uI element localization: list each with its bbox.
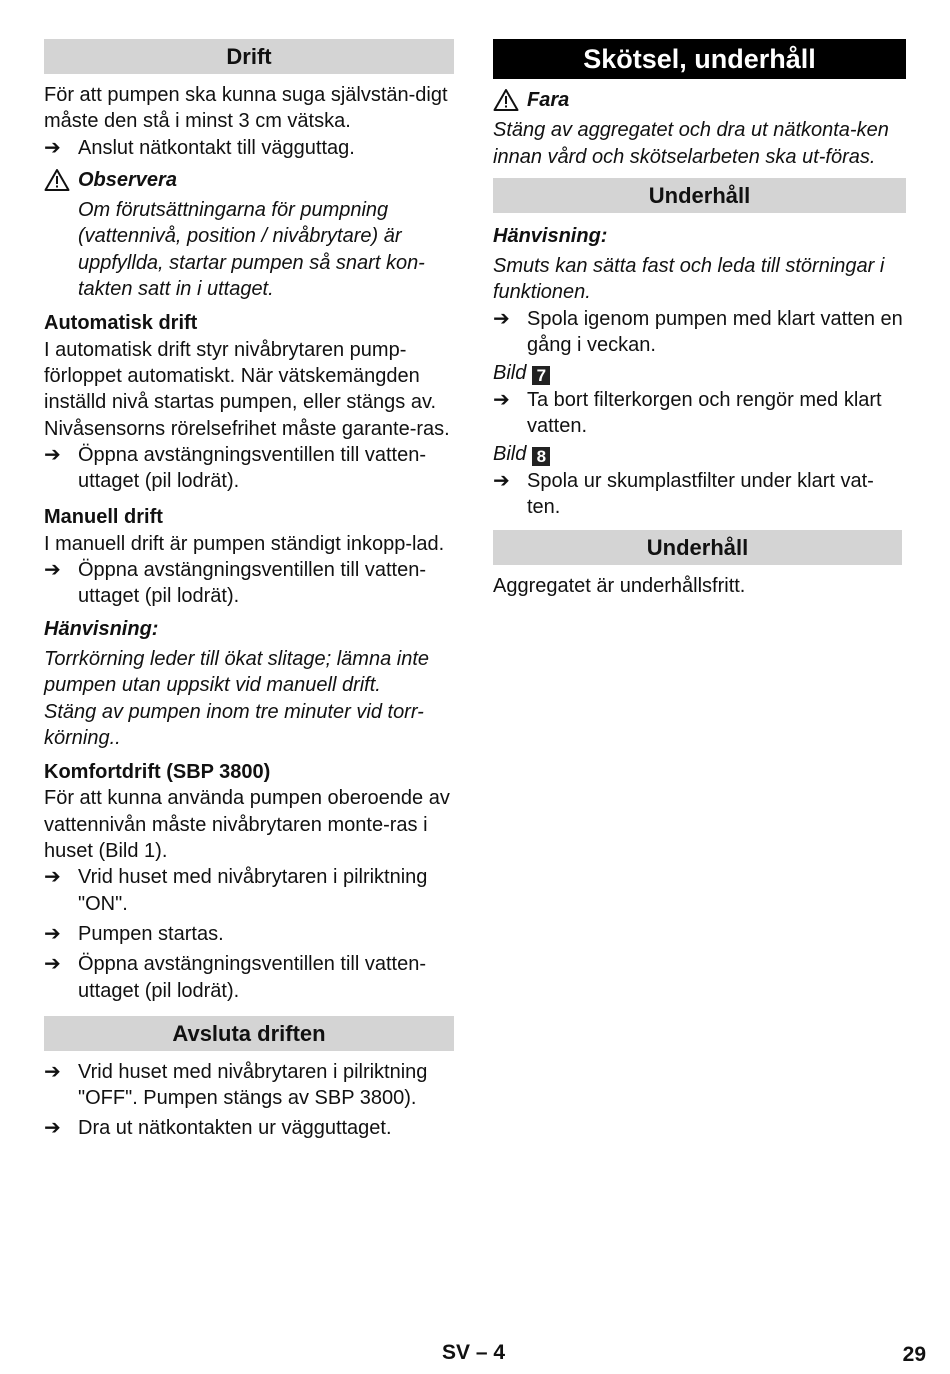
step-text: Öppna avstängningsventillen till vatten-uttaget (pil lodrät). (78, 443, 426, 493)
warning-text: Om förutsättningarna för pumpning (vattennivå, position / nivåbrytare) är uppfyllda, startar pumpen så snart kon-takten satt in i uttaget. (78, 199, 425, 301)
step-item (44, 864, 454, 917)
warning-label: Observera (78, 168, 177, 191)
arrow-right-icon: ➔ (44, 953, 61, 976)
arrow-right-icon: ➔ (44, 1117, 61, 1140)
footer-language: SV (442, 1341, 471, 1364)
comfort-text: För att kunna använda pumpen oberoende av vattennivån måste nivåbrytaren monte-ras i huset (Bild 1). (44, 787, 450, 863)
step-item (44, 442, 454, 495)
step-item (44, 135, 454, 161)
note-label: Hänvisning: (493, 224, 608, 247)
warning-block (44, 167, 454, 193)
section-heading-maintenance: Underhåll (493, 178, 906, 213)
footer-section-page: – 4 (475, 1341, 506, 1364)
note-label: Hänvisning: (44, 617, 159, 640)
figure-reference (493, 360, 906, 386)
step-text: Pumpen startas. (78, 922, 224, 945)
figure-number-badge: 7 (532, 366, 550, 385)
arrow-right-icon: ➔ (493, 388, 510, 411)
arrow-right-icon: ➔ (44, 443, 61, 466)
danger-label: Fara (527, 89, 570, 111)
step-item (493, 306, 906, 359)
subheading-comfort: Komfortdrift (SBP 3800) (44, 761, 271, 784)
step-item (44, 1115, 454, 1141)
step-text: Öppna avstängningsventillen till vatten-uttaget (pil lodrät). (78, 559, 426, 608)
section-heading-stop: Avsluta driften (44, 1016, 454, 1051)
step-text: Ta bort filterkorgen och rengör med klart vatten. (527, 388, 882, 437)
step-text: Vrid huset med nivåbrytaren i pilriktning "OFF". Pumpen stängs av SBP 3800). (78, 1060, 428, 1110)
footer-section-label (442, 1340, 505, 1366)
section-heading-care: Skötsel, underhåll (493, 39, 906, 79)
step-text: Öppna avstängningsventillen till vatten-uttaget (pil lodrät). (78, 953, 426, 1002)
arrow-right-icon: ➔ (493, 307, 510, 330)
figure-reference (493, 441, 906, 467)
drift-intro: För att pumpen ska kunna suga självstän-digt måste den stå i minst 3 cm vätska. (44, 84, 448, 133)
step-text: Spola ur skumplastfilter under klart vat-ten. (527, 469, 874, 518)
warning-triangle-icon (493, 88, 519, 112)
danger-text: Stäng av aggregatet och dra ut nätkonta-ken innan vård och skötselarbeten ska ut-föras. (493, 119, 889, 168)
warning-triangle-icon (44, 168, 70, 192)
subheading-manual: Manuell drift (44, 506, 163, 529)
note-text-2: Stäng av pumpen inom tre minuter vid torr-körning.. (44, 700, 424, 749)
step-text: Anslut nätkontakt till vägguttag. (78, 136, 355, 159)
step-item (44, 1059, 454, 1112)
danger-block (493, 87, 906, 113)
step-item (493, 387, 906, 440)
arrow-right-icon: ➔ (44, 866, 61, 889)
arrow-right-icon: ➔ (44, 559, 61, 582)
auto-text-2: Nivåsensorns rörelsefrihet måste garante-ras. (44, 417, 450, 440)
step-item (44, 921, 454, 947)
note-text: Smuts kan sätta fast och leda till störningar i funktionen. (493, 255, 885, 304)
figure-number-badge: 8 (532, 447, 550, 466)
figure-label: Bild (493, 443, 527, 466)
maintenance-free-text: Aggregatet är underhållsfritt. (493, 575, 746, 598)
arrow-right-icon: ➔ (493, 469, 510, 492)
arrow-right-icon: ➔ (44, 922, 61, 945)
right-column (493, 39, 906, 599)
step-item (44, 557, 454, 610)
step-item (493, 468, 906, 521)
step-text: Spola igenom pumpen med klart vatten en gång i veckan. (527, 307, 903, 357)
page-number: 29 (902, 1343, 926, 1366)
auto-text-1: I automatisk drift styr nivåbrytaren pump-förloppet automatiskt. När vätskemängden inställd nivå startas pumpen, eller stängs av. (44, 338, 437, 414)
section-heading-maintenance-2: Underhåll (493, 530, 902, 565)
step-item (44, 951, 454, 1004)
subheading-automatic: Automatisk drift (44, 312, 198, 335)
arrow-right-icon: ➔ (44, 1060, 61, 1083)
note-text-1: Torrkörning leder till ökat slitage; lämna inte pumpen utan uppsikt vid manuell drift. (44, 647, 430, 697)
step-text: Dra ut nätkontakten ur vägguttaget. (78, 1117, 392, 1140)
arrow-right-icon: ➔ (44, 136, 61, 159)
manual-text: I manuell drift är pumpen ständigt inkopp-lad. (44, 532, 445, 555)
left-column (44, 39, 454, 1142)
step-text: Vrid huset med nivåbrytaren i pilriktning "ON". (78, 866, 428, 915)
section-heading-drift: Drift (44, 39, 454, 74)
figure-label: Bild (493, 362, 527, 385)
